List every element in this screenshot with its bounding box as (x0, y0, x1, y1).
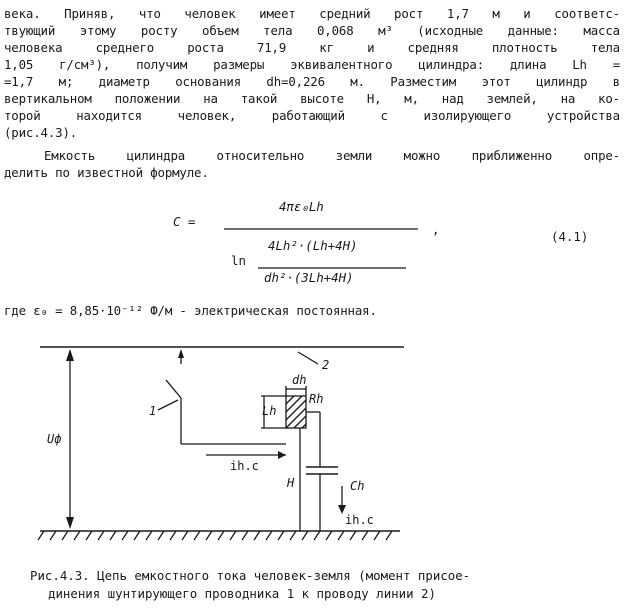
label-ih-right: ih.c (345, 513, 374, 527)
body-line: вертикальном положении на такой высоте H, м, над землей, на ко- (4, 91, 620, 106)
figure-caption-line: динения шунтирующего проводника 1 к проводу линии 2) (48, 586, 436, 601)
label-dh: dh (292, 373, 307, 387)
formula-inner-numerator: 4Lh²·(Lh+4H) (268, 238, 358, 253)
switch-blade (166, 380, 181, 398)
formula-ln: ln (231, 253, 246, 268)
hatch-line (286, 396, 294, 404)
paragraph-line: делить по известной формуле. (4, 165, 209, 180)
body-line: человека среднего роста 71,9 кг и средняя плотность тела (4, 40, 620, 55)
label-2: 2 (322, 358, 330, 372)
hatch-line (286, 396, 302, 412)
leader-1 (158, 400, 178, 410)
conductor-stub-head (178, 349, 184, 358)
body-line: твующий этому росту объем тела 0,068 м³ (исходные данные: масса (4, 23, 620, 38)
label-1: 1 (149, 404, 157, 418)
figure-caption-line: Рис.4.3. Цепь емкостного тока человек-земля (момент присое- (30, 568, 471, 583)
label-rh: Rh (309, 392, 324, 406)
formula-number: (4.1) (551, 229, 589, 244)
body-line: =1,7 м; диаметр основания dh=0,226 м. Разместим этот цилиндр в (4, 74, 620, 89)
where-line: где ε₀ = 8,85·10⁻¹² Ф/м - электрическая постоянная. (4, 303, 377, 318)
label-h: H (287, 476, 295, 490)
formula-lhs: C = (173, 214, 196, 229)
label-uf: Uф (47, 432, 62, 446)
voltage-arrow-bottom-head (66, 517, 74, 529)
label-ch: Ch (350, 479, 365, 493)
body-line: (рис.4.3). (4, 125, 78, 140)
body-line: века. Приняв, что человек имеет средний рост 1,7 м и соответс- (4, 6, 620, 21)
label-ih-left: ih.c (230, 459, 259, 473)
formula-comma: , (432, 222, 440, 237)
current-arrow-left-head (278, 451, 286, 459)
hatch-line (286, 408, 306, 428)
hatch-line (286, 400, 306, 420)
ground-hatching (38, 531, 392, 540)
formula-numerator: 4πε₀Lh (279, 199, 324, 214)
label-lh: Lh (262, 404, 277, 418)
paragraph-line: Емкость цилиндра относительно земли можно приближенно опре- (44, 148, 620, 163)
formula-inner-denominator: dh²·(3Lh+4H) (264, 270, 354, 285)
body-line: торой находится человек, работающий с изолирующего устройства (4, 108, 620, 123)
leader-2 (298, 352, 318, 364)
voltage-arrow-top-head (66, 349, 74, 361)
body-line: 1,05 г/см³), получим размеры эквивалентного цилиндра: длина Lh = (4, 57, 620, 72)
